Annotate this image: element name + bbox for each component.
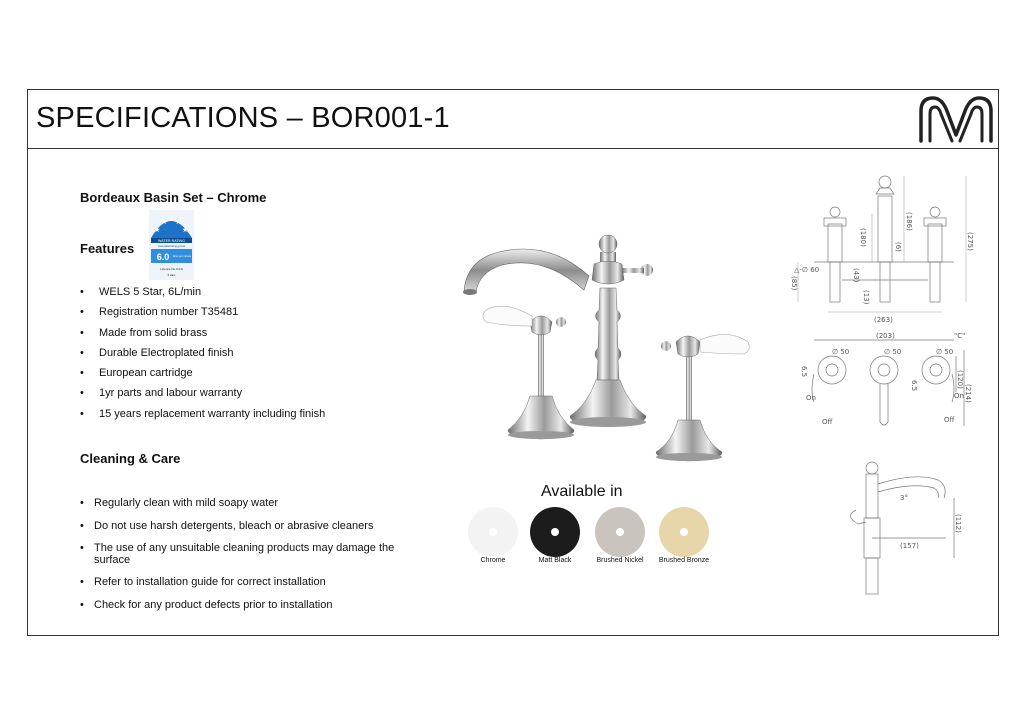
plan-view-drawing — [784, 330, 980, 428]
dim-label: (186) — [905, 212, 913, 231]
product-name: Bordeaux Basin Set – Chrome — [80, 190, 267, 205]
wels-rating: 5 stars — [167, 274, 176, 277]
list-item: • Made from solid brass — [80, 326, 325, 346]
dim-label: Off — [944, 416, 955, 424]
dim-label: ∅ 50 — [936, 348, 954, 356]
dim-label: On — [954, 392, 964, 400]
dim-label: (6) — [894, 242, 902, 252]
dim-label: (275) — [966, 232, 974, 251]
swatch-hole — [616, 528, 624, 536]
dim-label: (180) — [859, 228, 867, 247]
list-item: • 15 years replacement warranty including finish — [80, 407, 325, 427]
product-photo — [424, 230, 750, 462]
list-item: • Registration number T35481 — [80, 305, 325, 325]
swatch-label: Brushed Bronze — [658, 557, 710, 564]
dim-label: 6.5 — [800, 366, 808, 378]
list-item: • Regularly clean with mild soapy water — [80, 498, 420, 510]
dim-label: Off — [822, 418, 833, 426]
front-elevation-drawing — [784, 172, 974, 324]
swatch-brushed-nickel — [595, 507, 645, 557]
swatch-hole — [551, 528, 559, 536]
features-list — [80, 285, 325, 427]
wels-top-text: WATER RATING — [158, 239, 185, 243]
svg-text:★: ★ — [161, 218, 168, 226]
side-view-drawing — [836, 458, 972, 600]
dim-label: (263) — [874, 316, 893, 324]
list-item: • European cartridge — [80, 366, 325, 386]
swatch-hole — [489, 528, 497, 536]
dim-label: On — [806, 394, 816, 402]
swatch-brushed-bronze — [659, 507, 709, 557]
dim-label: "C" — [954, 332, 966, 340]
swatch-label: Chrome — [480, 557, 506, 564]
care-heading: Cleaning & Care — [80, 451, 181, 466]
dim-label: ∅ 50 — [832, 348, 850, 356]
dim-label: (85) — [790, 276, 798, 291]
swatch-matt-black — [530, 507, 580, 557]
swatch-hole — [680, 528, 688, 536]
wels-rating-badge — [149, 210, 194, 280]
wels-unit: litres per minute — [172, 255, 192, 258]
list-item: • WELS 5 Star, 6L/min — [80, 285, 325, 305]
dim-label: (214) — [964, 384, 972, 403]
svg-text:★: ★ — [182, 226, 189, 234]
list-item: • Refer to installation guide for correct installation — [80, 577, 420, 589]
list-item: • Durable Electroplated finish — [80, 346, 325, 366]
wels-licence: Licence No.0.0.0 — [160, 267, 183, 271]
dim-label: 6.5 — [910, 380, 918, 392]
header — [28, 90, 998, 149]
swatch-label: Brushed Nickel — [596, 557, 644, 564]
list-item: • 1yr parts and labour warranty — [80, 386, 325, 406]
dim-label: 3° — [900, 494, 908, 502]
svg-text:★: ★ — [175, 218, 182, 226]
features-heading: Features — [80, 241, 135, 256]
dim-label: (203) — [876, 332, 895, 340]
dim-label: △-∅ 60 — [794, 266, 820, 274]
dim-label: (13) — [862, 290, 870, 305]
m-logo-icon — [918, 95, 994, 143]
wels-site-text: www.waterrating.gov.au — [157, 245, 186, 248]
spec-sheet — [27, 89, 999, 636]
dim-label: (43) — [852, 268, 860, 283]
care-list — [80, 498, 420, 622]
dim-label: (112) — [954, 514, 962, 533]
list-item: • Check for any product defects prior to installation — [80, 600, 420, 612]
available-in-title: Available in — [541, 483, 623, 500]
dim-label: (157) — [900, 542, 919, 550]
dim-label: (120) — [956, 370, 964, 389]
svg-text:★: ★ — [168, 215, 175, 223]
wels-value: 6.0 — [156, 252, 170, 262]
list-item: • Do not use harsh detergents, bleach or abrasive cleaners — [80, 521, 420, 533]
svg-text:★: ★ — [154, 226, 161, 234]
dim-label: ∅ 50 — [884, 348, 902, 356]
list-item: • The use of any unsuitable cleaning products may damage the surface — [80, 543, 420, 566]
swatch-label: Matt Black — [538, 557, 572, 564]
page-title: SPECIFICATIONS – BOR001-1 — [36, 102, 450, 134]
swatch-chrome — [468, 507, 518, 557]
